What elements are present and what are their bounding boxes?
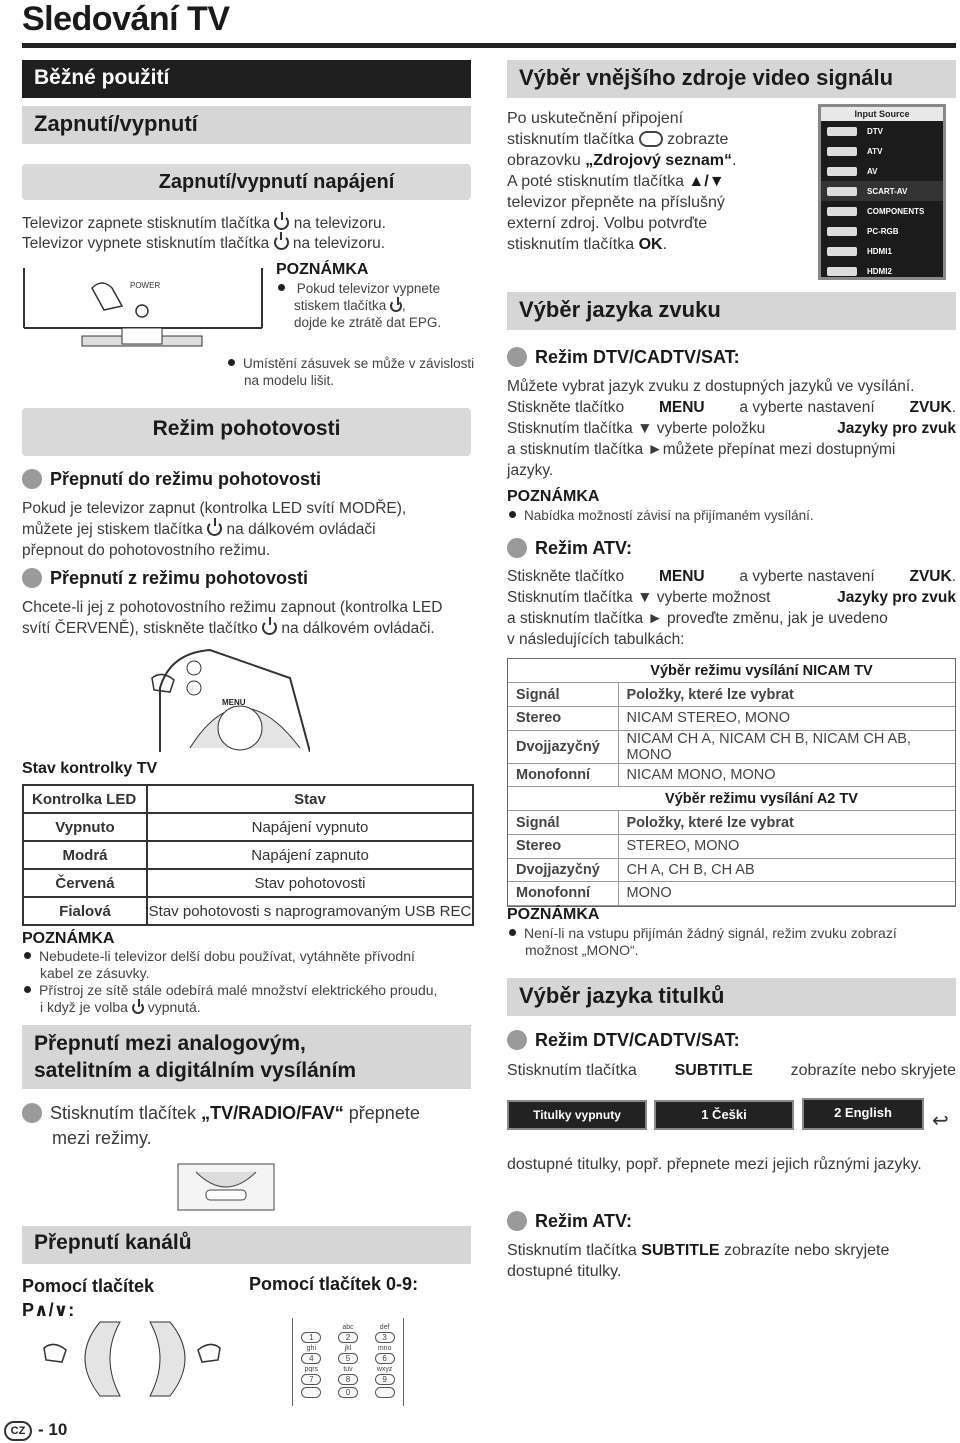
key-letters: mno xyxy=(377,1345,392,1352)
signal-cell: Signál xyxy=(508,683,618,707)
remote-menu-label: MENU xyxy=(222,698,246,707)
signal-cell: Stereo xyxy=(508,707,618,731)
table-row: Kontrolka LED Stav xyxy=(23,785,473,813)
source-label: SCART-AV xyxy=(867,186,908,196)
channels-09-label: Pomocí tlačítek 0-9: xyxy=(249,1274,419,1294)
key-letters: pqrs xyxy=(304,1366,319,1373)
power-icon xyxy=(262,620,277,635)
options-cell: CH A, CH B, CH AB xyxy=(618,858,955,882)
source-icon xyxy=(827,147,857,156)
keypad-key[interactable] xyxy=(366,1366,403,1385)
source-label: COMPONENTS xyxy=(867,206,925,216)
note2-item-1-line2: kabel ze zásuvky. xyxy=(40,965,150,981)
key-digit: 5 xyxy=(338,1353,358,1364)
table-row xyxy=(508,730,955,763)
key-letters: abc xyxy=(342,1324,354,1331)
table-row xyxy=(508,811,955,835)
hand-icon xyxy=(152,674,174,692)
sub-atv-text: Stisknutím tlačítka SUBTITLE zobrazíte nebo skryjete dostupné titulky. xyxy=(507,1242,890,1280)
source-icon xyxy=(827,227,857,236)
source-icon xyxy=(827,207,857,216)
source-label: ATV xyxy=(867,146,883,156)
note2-label: POZNÁMKA xyxy=(22,930,115,947)
source-icon xyxy=(827,247,857,256)
source-text: Po uskutečnění připojení stisknutím tlačítka zobrazte obrazovku „Zdrojový seznam“. A poté stisknutím tlačítka ▲/▼ televizor přepněte na příslušný externí zdroj. Volbu potvrďte stisknutím tlačítka OK. xyxy=(507,110,737,253)
keypad-key[interactable] xyxy=(366,1345,403,1364)
table-row: Červená Stav pohotovosti xyxy=(23,869,473,897)
source-icon xyxy=(827,127,857,136)
channels-pbtn-label: Pomocí tlačítek P∧/∨: xyxy=(22,1276,155,1320)
note-power-line2: stiskem tlačítka , xyxy=(294,298,406,313)
note-sockets-line2: na modelu lišit. xyxy=(244,373,335,388)
keypad-key[interactable] xyxy=(330,1345,367,1364)
source-label: HDMI2 xyxy=(867,266,892,276)
hand-icon xyxy=(44,1344,66,1362)
note2-item-2: Přístroj ze sítě stále odebírá malé množství elektrického proudu, xyxy=(24,982,484,999)
standby-from-heading: Přepnutí z režimu pohotovosti xyxy=(22,568,308,589)
key-digit: 9 xyxy=(375,1374,395,1385)
source-label: HDMI1 xyxy=(867,246,892,256)
sub-atv-heading: Režim ATV: xyxy=(507,1211,632,1232)
power-icon xyxy=(207,521,222,536)
bullet-dot-icon xyxy=(507,347,527,367)
bullet-dot-icon xyxy=(22,1103,42,1123)
note3-line2: možnost „MONO“. xyxy=(525,942,639,958)
standby-header: Režim pohotovosti xyxy=(22,408,471,456)
hand-icon xyxy=(92,283,122,310)
nicam-title: Výběr režimu vysílání NICAM TV xyxy=(508,659,955,683)
subtitle-off-button[interactable]: Titulky vypnuty xyxy=(507,1100,647,1130)
key-digit: 4 xyxy=(301,1353,321,1364)
note2-item-1: Nebudete-li televizor delší dobu používat, vytáhněte přívodní xyxy=(24,948,474,965)
power-on-text: Televizor zapnete stisknutím tlačítka na televizoru. xyxy=(22,215,386,232)
table-row: Vypnuto Napájení vypnuto xyxy=(23,813,473,841)
input-source-icon xyxy=(639,131,663,147)
dtv-text: Můžete vybrat jazyk zvuku z dostupných jazyků ve vysílání. Stiskněte tlačítko MENU a vyberte nastavení ZVUK. Stisknutím tlačítka ▼ vyberte položku Jazyky pro zvuk a stisknutím tlačítka ►můžete přepínat mezi dostupnými jazyky. xyxy=(507,378,956,479)
input-source-title: Input Source xyxy=(821,107,943,121)
key-digit xyxy=(375,1387,395,1398)
input-source-item[interactable] xyxy=(821,261,943,281)
key-digit: 8 xyxy=(338,1374,358,1385)
key-letters: def xyxy=(379,1324,390,1331)
power-icon xyxy=(390,300,402,312)
input-source-menu xyxy=(818,104,946,280)
nicam-tables xyxy=(507,658,956,907)
power-icon xyxy=(187,661,201,675)
a2-table xyxy=(508,811,955,906)
p-buttons-illustration xyxy=(40,1318,240,1398)
table-row xyxy=(508,683,955,707)
bullet-dot-icon xyxy=(507,1211,527,1231)
keypad-key[interactable] xyxy=(330,1366,367,1385)
standby-to-heading: Přepnutí do režimu pohotovosti xyxy=(22,469,321,490)
note-sockets-item: Umístění zásuvek se může v závislosti xyxy=(228,355,474,372)
section-header-zapnuti: Zapnutí/vypnutí xyxy=(22,106,471,144)
sub-dtv-text2: dostupné titulky, popř. přepnete mezi jejich různými jazyky. xyxy=(507,1156,922,1173)
bullet-dot-icon xyxy=(22,469,42,489)
signal-cell: Dvojjazyčný xyxy=(508,730,618,763)
input-source-item[interactable] xyxy=(821,221,943,241)
options-cell: Položky, které lze vybrat xyxy=(618,811,955,835)
signal-cell: Signál xyxy=(508,811,618,835)
bullet-dot-icon xyxy=(507,538,527,558)
keypad-key[interactable] xyxy=(330,1387,367,1401)
subheader-napajeni: Zapnutí/vypnutí napájení xyxy=(22,164,471,200)
source-icon xyxy=(827,187,857,196)
tv-power-label: POWER xyxy=(130,281,161,290)
options-cell: STEREO, MONO xyxy=(618,835,955,859)
options-cell: Položky, které lze vybrat xyxy=(618,683,955,707)
keypad xyxy=(292,1318,404,1406)
signal-cell: Monofonní xyxy=(508,763,618,787)
key-letters: ghi xyxy=(306,1345,316,1352)
sub-dtv-text: Stisknutím tlačítka SUBTITLE zobrazíte nebo skryjete xyxy=(507,1062,956,1079)
table-row: Modrá Napájení zapnuto xyxy=(23,841,473,869)
key-digit: 7 xyxy=(301,1374,321,1385)
power-off-text: Televizor vypnete stisknutím tlačítka na televizoru. xyxy=(22,235,386,252)
options-cell: MONO xyxy=(618,882,955,906)
key-digit: 0 xyxy=(338,1387,358,1398)
key-digit: 2 xyxy=(338,1332,358,1343)
table-row xyxy=(508,835,955,859)
input-source-item[interactable] xyxy=(821,141,943,161)
table-row xyxy=(508,882,955,906)
note-power-item: Pokud televizor vypnete xyxy=(278,280,478,297)
signal-cell: Dvojjazyčný xyxy=(508,858,618,882)
nicam-table xyxy=(508,683,955,787)
dtv-mode-heading: Režim DTV/CADTV/SAT: xyxy=(507,347,740,368)
subtitle-english-button[interactable]: 2 English xyxy=(802,1098,924,1130)
key-digit: 6 xyxy=(375,1353,395,1364)
signal-cell: Monofonní xyxy=(508,882,618,906)
source-label: DTV xyxy=(867,126,883,136)
analog-text: Stisknutím tlačítek „TV/RADIO/FAV“ přepnete mezi režimy. xyxy=(22,1101,472,1151)
options-cell: NICAM MONO, MONO xyxy=(618,763,955,787)
title-divider xyxy=(22,43,956,48)
a2-title: Výběr režimu vysílání A2 TV xyxy=(508,787,955,811)
input-source-item[interactable] xyxy=(821,121,943,141)
atv-text: Stiskněte tlačítko MENU a vyberte nastavení ZVUK. Stisknutím tlačítka ▼ vyberte možnost Jazyky pro zvuk a stisknutím tlačítka ► proveďte změnu, jak je uvedeno v následujících tabulkách: xyxy=(507,568,956,648)
bullet-dot-icon xyxy=(507,1030,527,1050)
table-row xyxy=(508,707,955,731)
options-cell: NICAM STEREO, MONO xyxy=(618,707,955,731)
note-power-line3: dojde ke ztrátě dat EPG. xyxy=(294,315,442,330)
note3-label: POZNÁMKA xyxy=(507,906,600,923)
subtitle-czech-button[interactable]: 1 Češki xyxy=(654,1100,794,1130)
sub-dtv-heading: Režim DTV/CADTV/SAT: xyxy=(507,1030,740,1051)
note-label: POZNÁMKA xyxy=(276,261,369,278)
keypad-key[interactable] xyxy=(366,1324,403,1343)
signal-cell: Stereo xyxy=(508,835,618,859)
subtitle-header: Výběr jazyka titulků xyxy=(507,978,956,1016)
source-label: PC-RGB xyxy=(867,226,899,236)
table-row: Fialová Stav pohotovosti s naprogramovaným USB REC xyxy=(23,897,473,925)
source-label: AV xyxy=(867,166,878,176)
note2-item-2-line2: i když je volba vypnutá. xyxy=(40,999,201,1015)
bullet-dot-icon xyxy=(22,568,42,588)
power-icon xyxy=(274,215,289,230)
input-source-item[interactable] xyxy=(821,181,943,201)
country-badge: CZ xyxy=(4,1421,32,1441)
standby-from-text: Chcete-li jej z pohotovostního režimu zapnout (kontrolka LED svítí ČERVENĚ), stiskněte tlačítko na dálkovém ovládači. xyxy=(22,599,443,637)
atv-mode-heading: Režim ATV: xyxy=(507,538,632,559)
key-digit xyxy=(301,1387,321,1398)
remote-tvradio-illustration xyxy=(176,1162,276,1212)
section-header-bezne: Běžné použití xyxy=(22,60,471,98)
channels-header: Přepnutí kanálů xyxy=(22,1226,471,1264)
options-cell: NICAM CH A, NICAM CH B, NICAM CH AB, MONO xyxy=(618,730,955,763)
key-digit: 3 xyxy=(375,1332,395,1343)
key-letters: wxyz xyxy=(376,1366,393,1373)
source-icon xyxy=(827,267,857,276)
table-row xyxy=(508,858,955,882)
page-title: Sledování TV xyxy=(22,0,230,38)
note-label: POZNÁMKA xyxy=(507,488,600,505)
key-digit: 1 xyxy=(301,1332,321,1343)
key-letters: jkl xyxy=(344,1345,352,1352)
led-table xyxy=(22,784,474,926)
source-icon xyxy=(827,167,857,176)
input-source-item[interactable] xyxy=(821,201,943,221)
power-icon xyxy=(274,235,289,250)
key-letters xyxy=(293,1324,330,1332)
power-icon xyxy=(132,1002,144,1014)
keypad-key[interactable] xyxy=(293,1324,330,1343)
page-number: - 10 xyxy=(38,1420,68,1439)
return-icon[interactable]: ↩ xyxy=(932,1110,949,1132)
keypad-key[interactable] xyxy=(293,1387,330,1401)
power-icon xyxy=(136,305,148,317)
key-letters: tuv xyxy=(343,1366,353,1373)
keypad-key[interactable] xyxy=(293,1345,330,1364)
input-source-item[interactable] xyxy=(821,161,943,181)
note-dtv-item: Nabídka možností závisí na přijímaném vysílání. xyxy=(509,507,814,524)
source-header: Výběr vnějšího zdroje video signálu xyxy=(507,60,956,98)
note3-item: Není-li na vstupu přijímán žádný signál, režim zvuku zobrazí xyxy=(509,925,897,942)
keypad-key[interactable] xyxy=(366,1387,403,1401)
audio-header: Výběr jazyka zvuku xyxy=(507,292,956,330)
hand-icon xyxy=(198,1344,220,1362)
analog-header: Přepnutí mezi analogovým, satelitním a digitálním vysíláním xyxy=(22,1025,471,1089)
table-row xyxy=(508,763,955,787)
keypad-key[interactable] xyxy=(293,1366,330,1385)
led-status-title: Stav kontrolky TV xyxy=(22,760,158,777)
standby-to-text: Pokud je televizor zapnut (kontrolka LED svítí MODŘE), můžete jej stiskem tlačítka na dálkovém ovládači přepnout do pohotovostního režimu. xyxy=(22,500,407,559)
keypad-key[interactable] xyxy=(330,1324,367,1343)
input-source-item[interactable] xyxy=(821,241,943,261)
